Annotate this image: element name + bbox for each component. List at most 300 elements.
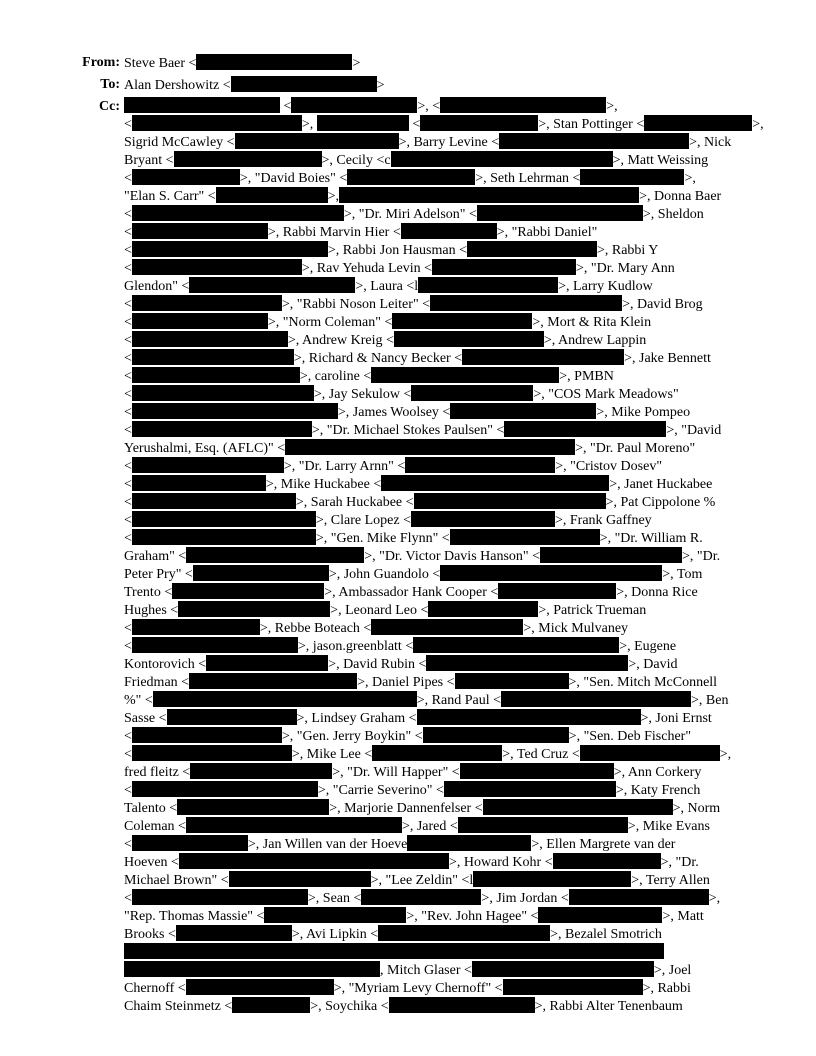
cc-text: >, "Gen. Mike Flynn" < (315, 531, 450, 546)
cc-text: >, "Dr. Will Happer" < (332, 765, 460, 780)
redaction-bar (186, 979, 334, 995)
cc-text: "Rep. Thomas Massie" < (124, 909, 265, 924)
redaction-bar (417, 709, 641, 725)
cc-text: >, John Guandolo < (328, 567, 441, 582)
cc-text: Peter Pry" < (124, 567, 193, 582)
cc-text: >, "Dr. Michael Stokes Paulsen" < (311, 423, 505, 438)
cc-text: >, Janet Huckabee (609, 477, 713, 492)
redaction-bar (176, 925, 292, 941)
cc-text: < (124, 459, 132, 474)
cc-line (124, 385, 679, 403)
cc-text: >, Rabbi Y (596, 243, 659, 258)
cc-text: >, Rabbi Jon Hausman < (327, 243, 467, 258)
cc-text: fred fleitz < (124, 765, 191, 780)
redaction-bar (472, 961, 654, 977)
cc-line (124, 673, 717, 691)
redaction-bar (462, 349, 624, 365)
cc-text: Brooks < (124, 927, 176, 942)
cc-text: >, Jay Sekulow < (313, 387, 412, 402)
redaction-bar (132, 781, 318, 797)
redaction-bar (186, 547, 364, 563)
cc-text: >, "Sen. Deb Fischer" (568, 729, 692, 744)
cc-line (124, 97, 618, 115)
cc-text: >, Richard & Nancy Becker < (293, 351, 463, 366)
redaction-bar (132, 367, 300, 383)
redaction-bar (580, 745, 720, 761)
cc-line (124, 619, 628, 637)
redaction-bar (132, 745, 292, 761)
redaction-bar (503, 979, 643, 995)
cc-text: >, "Dr. Victor Davis Hanson" < (364, 549, 541, 564)
redaction-bar (235, 133, 399, 149)
cc-text: < (124, 531, 132, 546)
cc-line (124, 925, 662, 943)
redaction-bar (504, 421, 666, 437)
from-name: Steve Baer < (124, 56, 197, 71)
cc-text: < (280, 99, 292, 114)
redaction-bar (132, 385, 314, 401)
redaction-bar (132, 349, 294, 365)
cc-text: >, Rabbi Marvin Hier < (267, 225, 401, 240)
cc-line (124, 763, 701, 781)
cc-line (124, 529, 703, 547)
redaction-bar (132, 295, 282, 311)
cc-text: < (124, 243, 132, 258)
redaction-bar (153, 691, 417, 707)
redaction-bar (394, 331, 544, 347)
cc-text: >, Mort & Rita Klein (532, 315, 652, 330)
cc-line (124, 709, 712, 727)
cc-text: < (124, 207, 132, 222)
cc-text: >, Rabbi (642, 981, 691, 996)
cc-text: < (124, 261, 132, 276)
cc-text: , Mitch Glaser < (380, 963, 472, 978)
cc-text: >, Norm (672, 801, 721, 816)
redaction-bar (132, 619, 260, 635)
cc-text: < (124, 729, 132, 744)
cc-text: >, Nick (689, 135, 732, 150)
redaction-bar (124, 97, 280, 113)
redaction-bar (644, 115, 752, 131)
cc-text: >, (301, 117, 317, 132)
cc-text: >, Barry Levine < (398, 135, 500, 150)
cc-line (124, 493, 715, 511)
redaction-bar (426, 655, 628, 671)
cc-text: < (124, 117, 132, 132)
redaction-bar (401, 223, 497, 239)
cc-line (124, 295, 703, 313)
cc-text: >, "Cristov Dosev" (555, 459, 663, 474)
cc-text: >, "Rabbi Noson Leiter" < (281, 297, 431, 312)
redaction-bar (418, 277, 558, 293)
cc-text: >, "Sen. Mitch McConnell (568, 675, 718, 690)
cc-line (124, 169, 696, 187)
cc-text: < (124, 351, 132, 366)
cc-text: >, Jan Willen van der Hoeve (247, 837, 408, 852)
redaction-bar (371, 367, 559, 383)
cc-text: >, Mick Mulvaney (523, 621, 629, 636)
cc-text: Hughes < (124, 603, 179, 618)
from-label: From: (82, 55, 120, 70)
redaction-bar (285, 439, 575, 455)
cc-text: >, Laura <l (355, 279, 419, 294)
cc-text: < (124, 495, 132, 510)
cc-line (124, 151, 708, 169)
cc-text: >, Rand Paul < (416, 693, 502, 708)
from-close: > (352, 56, 361, 71)
redaction-bar (178, 601, 330, 617)
cc-text: >, (752, 117, 764, 132)
cc-text: Michael Brown" < (124, 873, 229, 888)
redaction-bar (444, 781, 616, 797)
cc-text: >, "David (666, 423, 722, 438)
cc-label: Cc: (99, 99, 120, 114)
cc-line (124, 979, 691, 997)
cc-text: >, (684, 171, 696, 186)
cc-text: >, Matt Weissing (612, 153, 709, 168)
redaction-bar (455, 673, 569, 689)
cc-line (124, 457, 662, 475)
cc-text: Sigrid McCawley < (124, 135, 235, 150)
cc-text: >, Sarah Huckabee < (295, 495, 414, 510)
redaction-bar (423, 727, 569, 743)
cc-text: >, (606, 99, 618, 114)
cc-text: >, "Rev. John Hagee" < (406, 909, 539, 924)
cc-text: Hoeven < (124, 855, 179, 870)
cc-text: >, Tom (662, 567, 703, 582)
cc-text: < (124, 405, 132, 420)
cc-line (124, 421, 721, 439)
redaction-bar (232, 997, 310, 1013)
cc-line (124, 133, 731, 151)
redaction-bar (190, 763, 332, 779)
cc-text: >, "Myriam Levy Chernoff" < (333, 981, 503, 996)
redaction-bar (580, 169, 684, 185)
cc-line (124, 637, 676, 655)
redaction-bar (378, 925, 550, 941)
cc-line (124, 745, 731, 763)
redaction-bar (189, 673, 357, 689)
redaction-bar (186, 817, 402, 833)
cc-line (124, 439, 695, 457)
cc-text: Chaim Steinmetz < (124, 999, 233, 1014)
cc-line (124, 691, 728, 709)
cc-text: >, Ted Cruz < (502, 747, 580, 762)
redaction-bar (450, 403, 596, 419)
cc-line (124, 187, 721, 205)
cc-line (124, 835, 675, 853)
redaction-bar (389, 997, 535, 1013)
redaction-bar (132, 475, 266, 491)
cc-text: >, Andrew Kreig < (287, 333, 394, 348)
cc-text: >, Ben (691, 693, 729, 708)
cc-line (124, 547, 720, 565)
cc-text: < (124, 783, 132, 798)
redaction-bar (179, 853, 449, 869)
cc-text: %" < (124, 693, 153, 708)
cc-text: < (124, 315, 132, 330)
cc-text: >, Andrew Lappin (543, 333, 647, 348)
cc-line (124, 907, 704, 925)
cc-text: >, "David Boies" < (239, 171, 348, 186)
cc-line (124, 943, 664, 961)
redaction-bar (132, 169, 240, 185)
cc-text: < (124, 513, 132, 528)
redaction-bar (467, 241, 597, 257)
redaction-bar (371, 619, 523, 635)
cc-text: Friedman < (124, 675, 190, 690)
cc-text: >, Ann Corkery (613, 765, 702, 780)
cc-text: >, "Lee Zeldin" <l (370, 873, 474, 888)
redaction-bar (458, 817, 628, 833)
cc-text: Graham" < (124, 549, 187, 564)
cc-text: >, caroline < (299, 369, 372, 384)
cc-text: >, Mike Huckabee < (265, 477, 382, 492)
redaction-bar (501, 691, 691, 707)
redaction-bar (264, 907, 406, 923)
redaction-bar (440, 565, 662, 581)
cc-text: >, Eugene (619, 639, 677, 654)
cc-text: < (124, 621, 132, 636)
to-field (124, 76, 385, 95)
cc-line (124, 961, 691, 979)
cc-line (124, 727, 691, 745)
redaction-bar (499, 133, 689, 149)
cc-text: < (408, 117, 421, 132)
redaction-bar (411, 511, 555, 527)
cc-text: >, David (628, 657, 678, 672)
cc-text: >, Matt (662, 909, 704, 924)
redaction-bar (430, 295, 622, 311)
cc-text: >, Ambassador Hank Cooper < (324, 585, 499, 600)
cc-text: Yerushalmi, Esq. (AFLC)" < (124, 441, 286, 456)
cc-text: >, Jake Bennett (624, 351, 711, 366)
redaction-bar (538, 907, 662, 923)
cc-text: >, PMBN (559, 369, 614, 384)
cc-text: < (124, 369, 132, 384)
cc-text: Trento < (124, 585, 173, 600)
redaction-bar (473, 871, 631, 887)
redaction-bar (553, 853, 661, 869)
cc-text: >, Ellen Margrete van der (531, 837, 676, 852)
cc-text: >, "COS Mark Meadows" (533, 387, 679, 402)
redaction-bar (291, 97, 417, 113)
cc-text: >, Rabbi Alter Tenenbaum (534, 999, 683, 1014)
cc-line (124, 817, 710, 835)
cc-text: < (124, 837, 132, 852)
cc-text: "Elan S. Carr" < (124, 189, 216, 204)
cc-text: >, "Dr. Larry Arnn" < (283, 459, 406, 474)
redaction-bar (392, 313, 532, 329)
cc-text: < (124, 171, 132, 186)
cc-text: Sasse < (124, 711, 167, 726)
cc-text: >, James Woolsey < (337, 405, 451, 420)
cc-text: >, (327, 189, 340, 204)
redaction-bar (132, 493, 296, 509)
cc-text: Glendon" < (124, 279, 190, 294)
cc-line (124, 367, 614, 385)
cc-line (124, 511, 652, 529)
cc-text: >, Soychika < (310, 999, 389, 1014)
cc-text: >, "Gen. Jerry Boykin" < (281, 729, 423, 744)
redaction-bar (498, 583, 616, 599)
cc-text: < (124, 333, 132, 348)
redaction-bar (132, 259, 302, 275)
cc-text: >, David Brog (622, 297, 703, 312)
cc-text: >, Rebbe Boteach < (259, 621, 372, 636)
cc-text: >, Stan Pottinger < (538, 117, 645, 132)
cc-line (124, 349, 711, 367)
redaction-bar (132, 403, 338, 419)
cc-text: >, Joel (653, 963, 692, 978)
cc-line (124, 115, 764, 133)
redaction-bar (339, 187, 639, 203)
redaction-bar (414, 493, 606, 509)
redaction-bar (317, 115, 409, 131)
cc-text: >, Cecily <c (321, 153, 391, 168)
cc-text: >, Clare Lopez < (315, 513, 411, 528)
cc-text: Chernoff < (124, 981, 186, 996)
redaction-bar (124, 961, 380, 977)
cc-text: >, Avi Lipkin < (291, 927, 379, 942)
redaction-bar (177, 799, 329, 815)
redaction-bar (372, 745, 502, 761)
redaction-bar (132, 889, 308, 905)
cc-text: < (124, 891, 132, 906)
cc-line (124, 277, 653, 295)
redaction-bar (193, 565, 329, 581)
cc-text: >, Howard Kohr < (448, 855, 553, 870)
cc-text: >, "Dr. Paul Moreno" (575, 441, 696, 456)
redaction-bar (132, 421, 312, 437)
cc-text: >, Joni Ernst (640, 711, 712, 726)
cc-line (124, 475, 712, 493)
cc-text: >, Mike Pompeo (596, 405, 691, 420)
to-name: Alan Dershowitz < (124, 78, 231, 93)
cc-line (124, 223, 597, 241)
redaction-bar (189, 277, 355, 293)
cc-line (124, 241, 658, 259)
cc-line (124, 889, 720, 907)
cc-text: >, jason.greenblatt < (297, 639, 414, 654)
cc-line (124, 313, 651, 331)
redaction-bar (132, 457, 284, 473)
cc-text: < (124, 423, 132, 438)
redaction-bar (460, 763, 614, 779)
cc-text: >, "Carrie Severino" < (317, 783, 444, 798)
redaction-bar (196, 54, 352, 70)
redaction-bar (347, 169, 475, 185)
cc-text: >, "Dr. William R. (599, 531, 703, 546)
redaction-bar (432, 259, 576, 275)
cc-line (124, 403, 690, 421)
redaction-bar (413, 637, 619, 653)
redaction-bar (569, 889, 709, 905)
redaction-bar (206, 655, 328, 671)
cc-text: >, (719, 747, 732, 762)
cc-text: < (124, 639, 132, 654)
cc-text: >, Daniel Pipes < (357, 675, 455, 690)
redaction-bar (174, 151, 322, 167)
redaction-bar (132, 223, 268, 239)
redaction-bar (132, 241, 328, 257)
redaction-bar (132, 511, 316, 527)
redaction-bar (450, 529, 600, 545)
redaction-bar (132, 331, 288, 347)
cc-text: >, Donna Rice (616, 585, 698, 600)
to-close: > (376, 78, 385, 93)
redaction-bar (420, 115, 538, 131)
redaction-bar (132, 727, 282, 743)
cc-text: < (124, 477, 132, 492)
redaction-bar (132, 115, 302, 131)
to-label: To: (100, 77, 120, 92)
redaction-bar (540, 547, 682, 563)
cc-text: >, "Dr. Miri Adelson" < (343, 207, 477, 222)
redaction-bar (216, 187, 328, 203)
redaction-bar (132, 205, 344, 221)
redaction-bar (124, 943, 664, 959)
redaction-bar (132, 637, 298, 653)
cc-line (124, 259, 675, 277)
cc-text: >, Marjorie Dannenfelser < (329, 801, 483, 816)
cc-line (124, 565, 702, 583)
cc-text: >, "Dr. (660, 855, 699, 870)
cc-text: >, (708, 891, 721, 906)
cc-text: >, Larry Kudlow (558, 279, 653, 294)
cc-text: < (124, 297, 132, 312)
cc-text: Bryant < (124, 153, 174, 168)
cc-text: Talento < (124, 801, 178, 816)
cc-line (124, 655, 678, 673)
cc-line (124, 997, 683, 1015)
cc-text: >, Sheldon (642, 207, 704, 222)
cc-text: >, "Norm Coleman" < (267, 315, 393, 330)
redaction-bar (428, 601, 538, 617)
cc-text: >, Pat Cippolone % (605, 495, 716, 510)
cc-line (124, 799, 720, 817)
redaction-bar (167, 709, 297, 725)
cc-text: >, Mike Lee < (291, 747, 373, 762)
redaction-bar (361, 889, 481, 905)
cc-line (124, 583, 698, 601)
cc-line (124, 781, 700, 799)
redaction-bar (483, 799, 673, 815)
cc-line (124, 601, 646, 619)
cc-text: >, Patrick Trueman (538, 603, 647, 618)
cc-line (124, 205, 704, 223)
cc-text: < (124, 225, 132, 240)
cc-text: >, "Dr. Mary Ann (576, 261, 675, 276)
cc-text: Coleman < (124, 819, 186, 834)
cc-text: >, Jim Jordan < (481, 891, 569, 906)
cc-text: >, Bezalel Smotrich (550, 927, 662, 942)
redaction-bar (381, 475, 609, 491)
cc-text: >, Frank Gaffney (555, 513, 652, 528)
cc-text: >, Donna Baer (639, 189, 722, 204)
cc-text: >, < (417, 99, 441, 114)
cc-text: >, Rav Yehuda Levin < (301, 261, 433, 276)
cc-text: >, Katy French (615, 783, 701, 798)
from-field (124, 54, 360, 73)
redaction-bar (229, 871, 371, 887)
cc-line (124, 853, 699, 871)
cc-text: Kontorovich < (124, 657, 207, 672)
redaction-bar (405, 457, 555, 473)
cc-text: >, Terry Allen (631, 873, 710, 888)
cc-text: >, "Rabbi Daniel" (496, 225, 598, 240)
redaction-bar (391, 151, 613, 167)
